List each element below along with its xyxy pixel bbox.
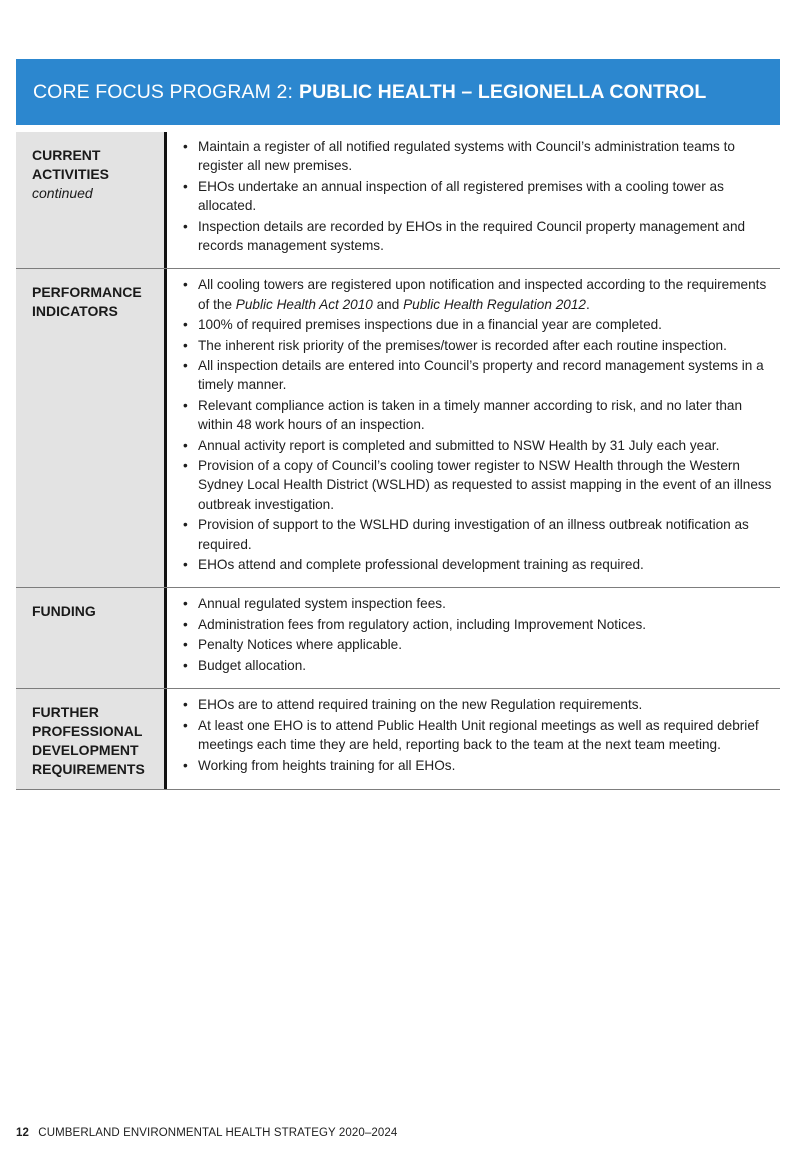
list-item: • At least one EHO is to attend Public Health Unit regional meetings as well as required debrief meetings each time they are held, reporting back to the team at the next team meeting. (182, 716, 776, 755)
row-label-cell (16, 269, 167, 587)
list-item: • Penalty Notices where applicable. (182, 635, 776, 654)
row-label: FURTHER PROFESSIONAL DEVELOPMENT REQUIREMENTS (32, 704, 145, 778)
row-content (167, 588, 780, 688)
document-title: CUMBERLAND ENVIRONMENTAL HEALTH STRATEGY 2020–2024 (38, 1127, 398, 1139)
list-item: • Administration fees from regulatory action, including Improvement Notices. (182, 615, 776, 634)
list-item: • The inherent risk priority of the premises/tower is recorded after each routine inspection. (182, 336, 776, 355)
list-item: • EHOs undertake an annual inspection of all registered premises with a cooling tower as allocated. (182, 177, 776, 216)
row-sublabel: continued (32, 185, 93, 201)
row-label-cell (16, 689, 167, 789)
row-label: CURRENT ACTIVITIES (32, 147, 110, 182)
list-item: • Maintain a register of all notified regulated systems with Council’s administration teams to register all new premises. (182, 137, 776, 176)
row-content (167, 689, 780, 789)
row-content (167, 132, 780, 268)
list-item: • EHOs attend and complete professional development training as required. (182, 555, 776, 574)
row-label-cell (16, 132, 167, 268)
list-item: • All cooling towers are registered upon notification and inspected according to the requirements of the Public Health Act 2010 and Public Health Regulation 2012. (182, 275, 776, 314)
header-prefix: CORE FOCUS PROGRAM 2: (33, 80, 293, 103)
bullet-list (182, 275, 776, 574)
section-header (16, 59, 780, 125)
page-number: 12 (16, 1127, 29, 1139)
legislation-name: Public Health Act 2010 (235, 296, 373, 312)
row-label: PERFORMANCE INDICATORS (32, 284, 142, 320)
table-row-further-development (16, 689, 780, 790)
list-item: • Budget allocation. (182, 656, 776, 675)
list-item: • Inspection details are recorded by EHOs in the required Council property management and records management systems. (182, 217, 776, 256)
list-item: • 100% of required premises inspections due in a financial year are completed. (182, 315, 776, 334)
row-label-cell (16, 588, 167, 688)
list-item: • Annual activity report is completed and submitted to NSW Health by 31 July each year. (182, 436, 776, 455)
bullet-list (182, 695, 776, 775)
program-table (16, 132, 780, 790)
header-title: PUBLIC HEALTH – LEGIONELLA CONTROL (298, 80, 707, 103)
bullet-list (182, 594, 776, 675)
list-item: • Working from heights training for all EHOs. (182, 756, 776, 775)
legislation-name: Public Health Regulation 2012 (403, 296, 586, 312)
table-row-funding (16, 588, 780, 689)
list-item: • Relevant compliance action is taken in a timely manner according to risk, and no later than within 48 work hours of an inspection. (182, 396, 776, 435)
list-item: • Provision of support to the WSLHD during investigation of an illness outbreak notification as required. (182, 515, 776, 554)
table-row-current-activities (16, 132, 780, 269)
table-row-performance-indicators (16, 269, 780, 588)
list-item: • All inspection details are entered into Council’s property and record management systems in a timely manner. (182, 356, 776, 395)
page-footer (16, 1127, 397, 1139)
list-item: • EHOs are to attend required training on the new Regulation requirements. (182, 695, 776, 714)
row-label: FUNDING (32, 603, 96, 620)
row-content (167, 269, 780, 587)
list-item: • Provision of a copy of Council’s cooling tower register to NSW Health through the Western Sydney Local Health District (WSLHD) as requested to assist mapping in the event of an illness outbreak investigation. (182, 456, 776, 514)
bullet-list (182, 137, 776, 255)
list-item: • Annual regulated system inspection fees. (182, 594, 776, 613)
